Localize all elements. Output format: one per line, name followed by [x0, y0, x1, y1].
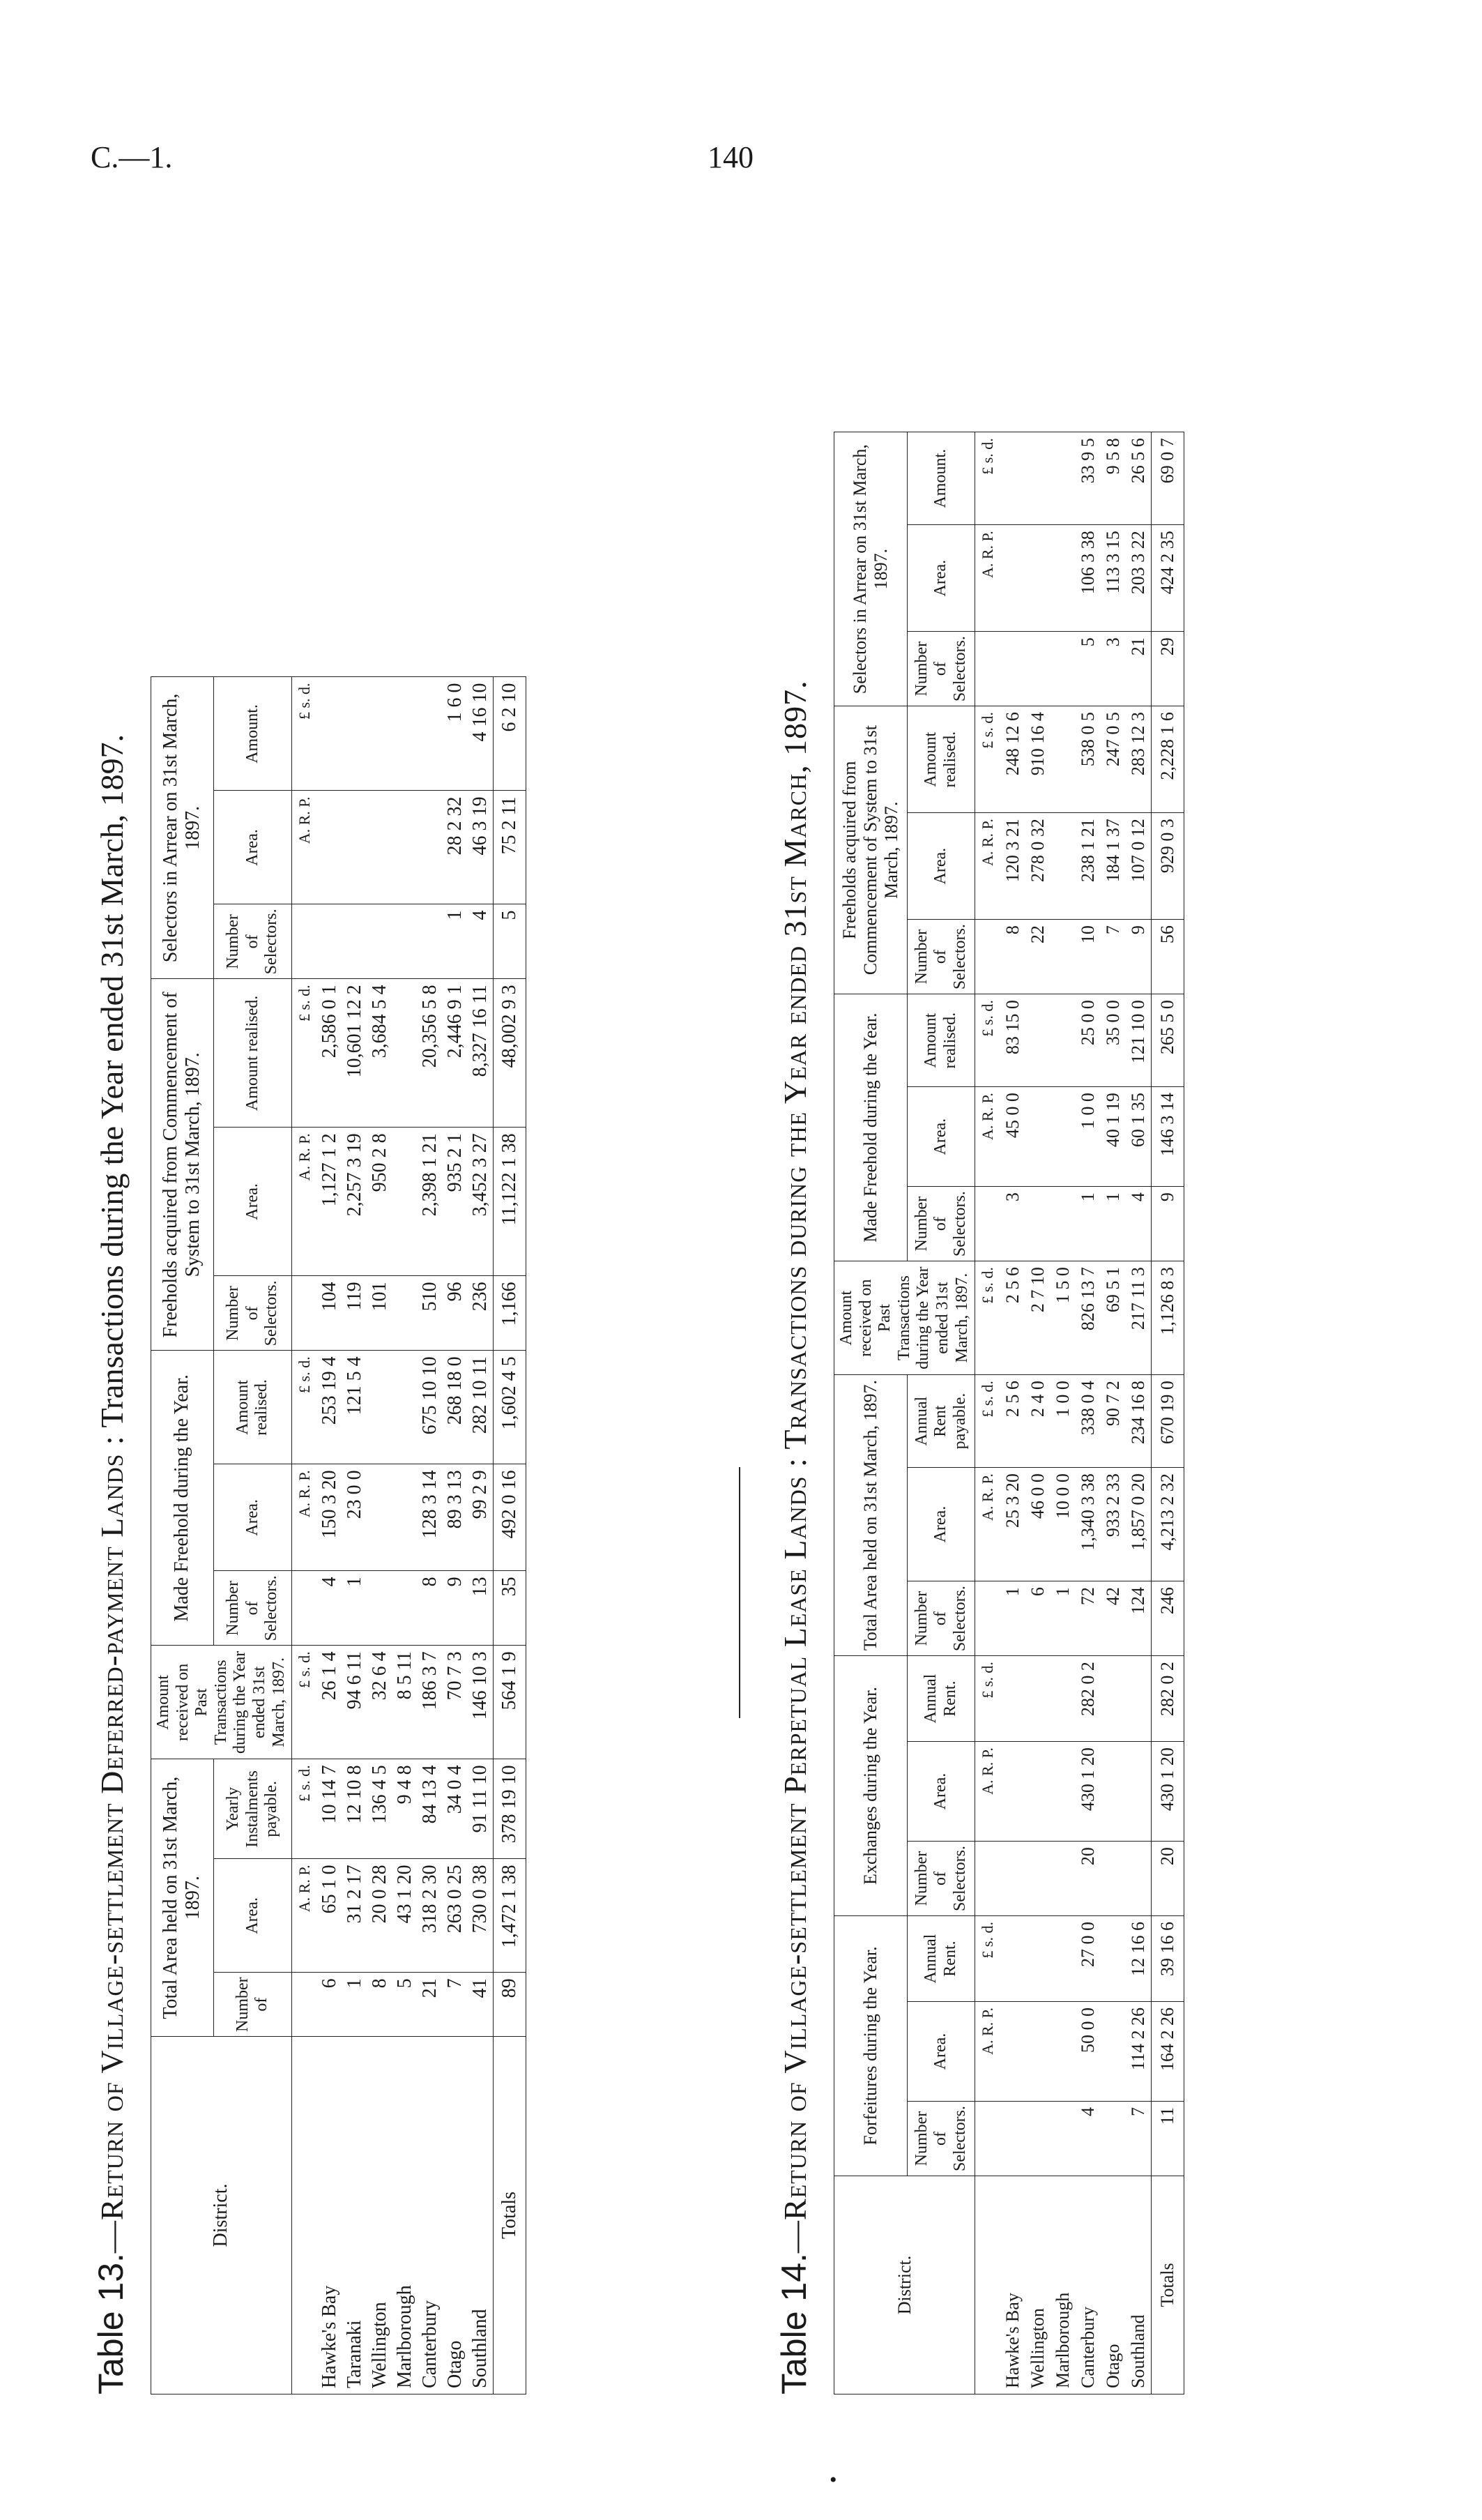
col-district: District. [151, 2037, 292, 2394]
col-ex-selectors: Number of Selectors. [907, 1842, 975, 1916]
col-ta-selectors: Number of Selectors. [907, 1581, 975, 1656]
col-amount-received: Amount received on Past Transactions during the Year ended 31st March, 1897. [151, 1646, 292, 1759]
col-ar-area: Area. [213, 791, 291, 904]
table-row: Canterbury 4 50 0 0 27 0 0 20 430 1 20 282 0 2 72 1,340 3 38 338 0 4 826 13 7 1 1 0 0 25 0 0 10 238 1 21 538 0 5 5 106 3 38 33 9 5 [1076, 432, 1101, 2394]
group-freeholds-acquired: Freeholds acquired from Commencement of System to 31st March, 1897. [151, 979, 214, 1351]
group-exchanges: Exchanges during the Year. [834, 1656, 908, 1916]
table-14 [774, 432, 1184, 2394]
table-row: Wellington 6 46 0 0 2 4 0 2 7 10 22 278 0 32 910 16 4 [1025, 432, 1051, 2394]
page-number: 140 [708, 140, 754, 174]
col-fh-selectors: Number of Selectors. [907, 920, 975, 994]
col-ta-rent: Annual Rent payable. [907, 1375, 975, 1468]
table-row: Otago 7 263 0 25 34 0 4 70 7 3 9 89 3 13 268 18 0 96 935 2 1 2,446 9 1 1 28 2 32 1 6 0 [443, 677, 468, 2394]
table-row: Marlborough 1 10 0 0 1 0 0 1 5 0 [1051, 432, 1076, 2394]
table-row: Hawke's Bay 6 65 1 0 10 14 7 26 1 4 4 150 3 20 253 19 4 104 1,127 1 2 2,586 0 1 [317, 677, 342, 2394]
col-fh-amount: Amount realised. [213, 979, 291, 1128]
group-selectors-arrear: Selectors in Arrear on 31st March, 1897. [834, 432, 908, 706]
col-mf-area: Area. [213, 1464, 291, 1571]
col-ar-amount: Amount. [213, 677, 291, 791]
col-ar-area: Area. [907, 525, 975, 632]
table-13 [91, 676, 526, 2394]
col-fo-area: Area. [907, 2002, 975, 2102]
col-amount-received: Amount received on Past Transactions during the Year ended 31st March, 1897. [834, 1261, 975, 1375]
totals-row: Totals 11 164 2 26 39 16 6 20 430 1 20 282 0 2 246 4,213 2 32 670 19 0 1,126 8 3 9 146 3 14 265 5 0 56 929 0 3 2,228 1 6 29 424 2 35 69 0 7 [1152, 432, 1184, 2394]
col-mf-amount: Amount realised. [907, 994, 975, 1087]
col-mf-selectors: Number of Selectors. [907, 1187, 975, 1261]
doc-reference: C.—1. [91, 140, 173, 174]
totals-row: Totals 89 1,472 1 38 378 19 10 564 1 9 35 492 0 16 1,602 4 5 1,166 11,122 1 38 48,002 9 3 5 75 2 11 6 2 10 [494, 677, 526, 2394]
decorative-dot: • [830, 2468, 837, 2491]
group-selectors-arrear: Selectors in Arrear on 31st March, 1897. [151, 677, 214, 979]
col-fh-area: Area. [213, 1128, 291, 1276]
table-row: Canterbury 21 318 2 30 84 13 4 186 3 7 8 128 3 14 675 10 10 510 2,398 1 21 20,356 5 8 [418, 677, 443, 2394]
col-ex-area: Area. [907, 1742, 975, 1842]
table-row: Marlborough 5 43 1 20 9 4 8 8 5 11 [392, 677, 418, 2394]
table-13-grid: District. Total Area held on 31st March, 1897. Amount received on Past Transactions during the Year ended 31st March, 1897. Made Freehold during the Year. Freeholds acquired from Commencement of System to 31st March, 1897. Selectors in Arrear on 31st March, 1897. Number of Area. Yearly Instalments payable. Number of Selectors. Area. Amount realised. Number of Selectors. Area. Amount realised. Number of Selectors. Area. Amount. A. R. P. £ s. d. £ s. d. A. R. P. £ s. d. A. R. P. £ s. d. A. R. P. £ s. d. Hawke's Bay 6 65 1 0 10 14 7 26 1 4 4 150 3 20 253 19 4 104 1,127 1 2 2,586 0 1 Taranaki 1 31 2 17 12 10 8 94 6 11 1 23 0 0 121 5 4 119 2,257 3 19 10,601 12 2 Wellington 8 20 0 28 136 4 5 32 6 4 101 950 2 8 3,684 5 4 Marlborough 5 43 1 20 9 4 8 8 5 11 Canterbury 21 318 2 30 84 13 4 186 3 7 8 128 3 14 675 10 10 510 2,398 1 21 20,356 5 8 Otago 7 263 0 25 34 0 4 70 7 3 9 89 3 13 268 18 0 96 935 2 1 2,446 9 1 1 28 2 32 1 6 0 Southland 41 730 0 38 91 11 10 146 10 3 13 99 2 9 282 10 11 236 3,452 3 27 8,327 16 11 4 46 3 19 4 16 10 Totals 89 1,472 1 38 378 19 10 564 1 9 35 492 0 16 1,602 4 5 1,166 11,122 1 38 48,002 9 3 5 75 2 11 6 2 10 [151, 676, 526, 2394]
col-ar-amount: Amount. [907, 432, 975, 525]
col-fh-amount: Amount realised. [907, 706, 975, 813]
table-row: Southland 7 114 2 26 12 16 6 124 1,857 0 20 234 16 8 217 11 3 4 60 1 35 121 10 0 9 107 0 12 283 12 3 21 203 3 22 26 5 6 [1126, 432, 1152, 2394]
group-freeholds-acquired: Freeholds acquired from Commencement of System to 31st March, 1897. [834, 706, 908, 994]
group-total-area: Total Area held on 31st March, 1897. [834, 1375, 908, 1656]
col-fo-selectors: Number of Selectors. [907, 2102, 975, 2176]
group-made-freehold: Made Freehold during the Year. [834, 994, 908, 1261]
table-row: Taranaki 1 31 2 17 12 10 8 94 6 11 1 23 0 0 121 5 4 119 2,257 3 19 10,601 12 2 [342, 677, 367, 2394]
group-total-area: Total Area held on 31st March, 1897. [151, 1759, 214, 2037]
col-ex-rent: Annual Rent. [907, 1656, 975, 1742]
col-fh-area: Area. [907, 813, 975, 920]
col-ta-area: Area. [907, 1468, 975, 1581]
col-number-of: Number of [213, 1973, 291, 2037]
table-13-title: Table 13.—Return of Village-settlement Deferred-payment Lands : Transactions during the Year ended 31st March, 1897. [91, 734, 130, 2394]
table-14-title: Table 14.—Return of Village-settlement Perpetual Lease Lands : Transactions during the Year ended 31st March, 1897. [774, 680, 813, 2394]
col-district: District. [834, 2176, 975, 2394]
col-ar-selectors: Number of Selectors. [213, 904, 291, 979]
col-area: Area. [213, 1859, 291, 1973]
divider-rule [739, 1467, 740, 1718]
group-made-freehold: Made Freehold during the Year. [151, 1351, 214, 1646]
table-row: Southland 41 730 0 38 91 11 10 146 10 3 13 99 2 9 282 10 11 236 3,452 3 27 8,327 16 11 4 46 3 19 4 16 10 [468, 677, 494, 2394]
table-row: Otago 42 933 2 33 90 7 2 69 5 1 1 40 1 19 35 0 0 7 184 1 37 247 0 5 3 113 3 15 9 5 8 [1101, 432, 1126, 2394]
col-fh-selectors: Number of Selectors. [213, 1276, 291, 1351]
col-mf-amount: Amount realised. [213, 1351, 291, 1464]
col-mf-area: Area. [907, 1087, 975, 1187]
col-ar-selectors: Number of Selectors. [907, 632, 975, 706]
col-yearly-instalments: Yearly Instalments payable. [213, 1759, 291, 1859]
group-forfeitures: Forfeitures during the Year. [834, 1916, 908, 2176]
col-fo-rent: Annual Rent. [907, 1916, 975, 2002]
table-row: Wellington 8 20 0 28 136 4 5 32 6 4 101 950 2 8 3,684 5 4 [367, 677, 392, 2394]
col-mf-selectors: Number of Selectors. [213, 1571, 291, 1646]
table-row: Hawke's Bay 1 25 3 20 2 5 6 2 5 6 3 45 0 0 83 15 0 8 120 3 21 248 12 6 [1000, 432, 1025, 2394]
table-14-grid: District. Forfeitures during the Year. Exchanges during the Year. Total Area held on 31st March, 1897. Amount received on Past Transactions during the Year ended 31st March, 1897. Made Freehold during the Year. Freeholds acquired from Commencement of System to 31st March, 1897. Selectors in Arrear on 31st March, 1897. Number of Selectors. Area. Annual Rent. Number of Selectors. Area. Annual Rent. Number of Selectors. Area. Annual Rent payable. Number of Selectors. Area. Amount realised. Number of Selectors. Area. Amount realised. Number of Selectors. Area. Amount. A. R. P. £ s. d. A. R. P. £ s. d. A. R. P. £ s. d. £ s. d. A. R. P. £ s. d. A. R. P. £ s. d. A. R. P. £ s. d. Hawke's Bay 1 25 3 20 2 5 6 2 5 6 3 45 0 0 83 15 0 8 120 3 21 248 12 6 Wellington 6 46 0 0 2 4 0 2 7 10 22 278 0 32 910 16 4 Marlborough 1 10 0 0 1 0 0 1 5 0 Canterbury 4 50 0 0 27 0 0 20 430 1 20 282 0 2 72 1,340 3 38 338 0 4 826 13 7 1 1 0 0 25 0 0 10 238 1 21 538 0 5 5 106 3 38 33 9 5 Otago 42 933 2 33 90 7 2 69 5 1 1 40 1 19 35 0 0 7 184 1 37 247 0 5 3 113 3 15 9 5 8 Southland 7 114 2 26 12 16 6 124 1,857 0 20 234 16 8 217 11 3 4 60 1 35 121 10 0 9 107 0 12 283 12 3 21 203 3 22 26 5 6 Totals 11 164 2 26 39 16 6 20 430 1 20 282 0 2 246 4,213 2 32 670 19 0 1,126 8 3 9 146 3 14 265 5 0 56 929 0 3 2,228 1 6 29 424 2 35 69 0 7 [834, 432, 1184, 2394]
